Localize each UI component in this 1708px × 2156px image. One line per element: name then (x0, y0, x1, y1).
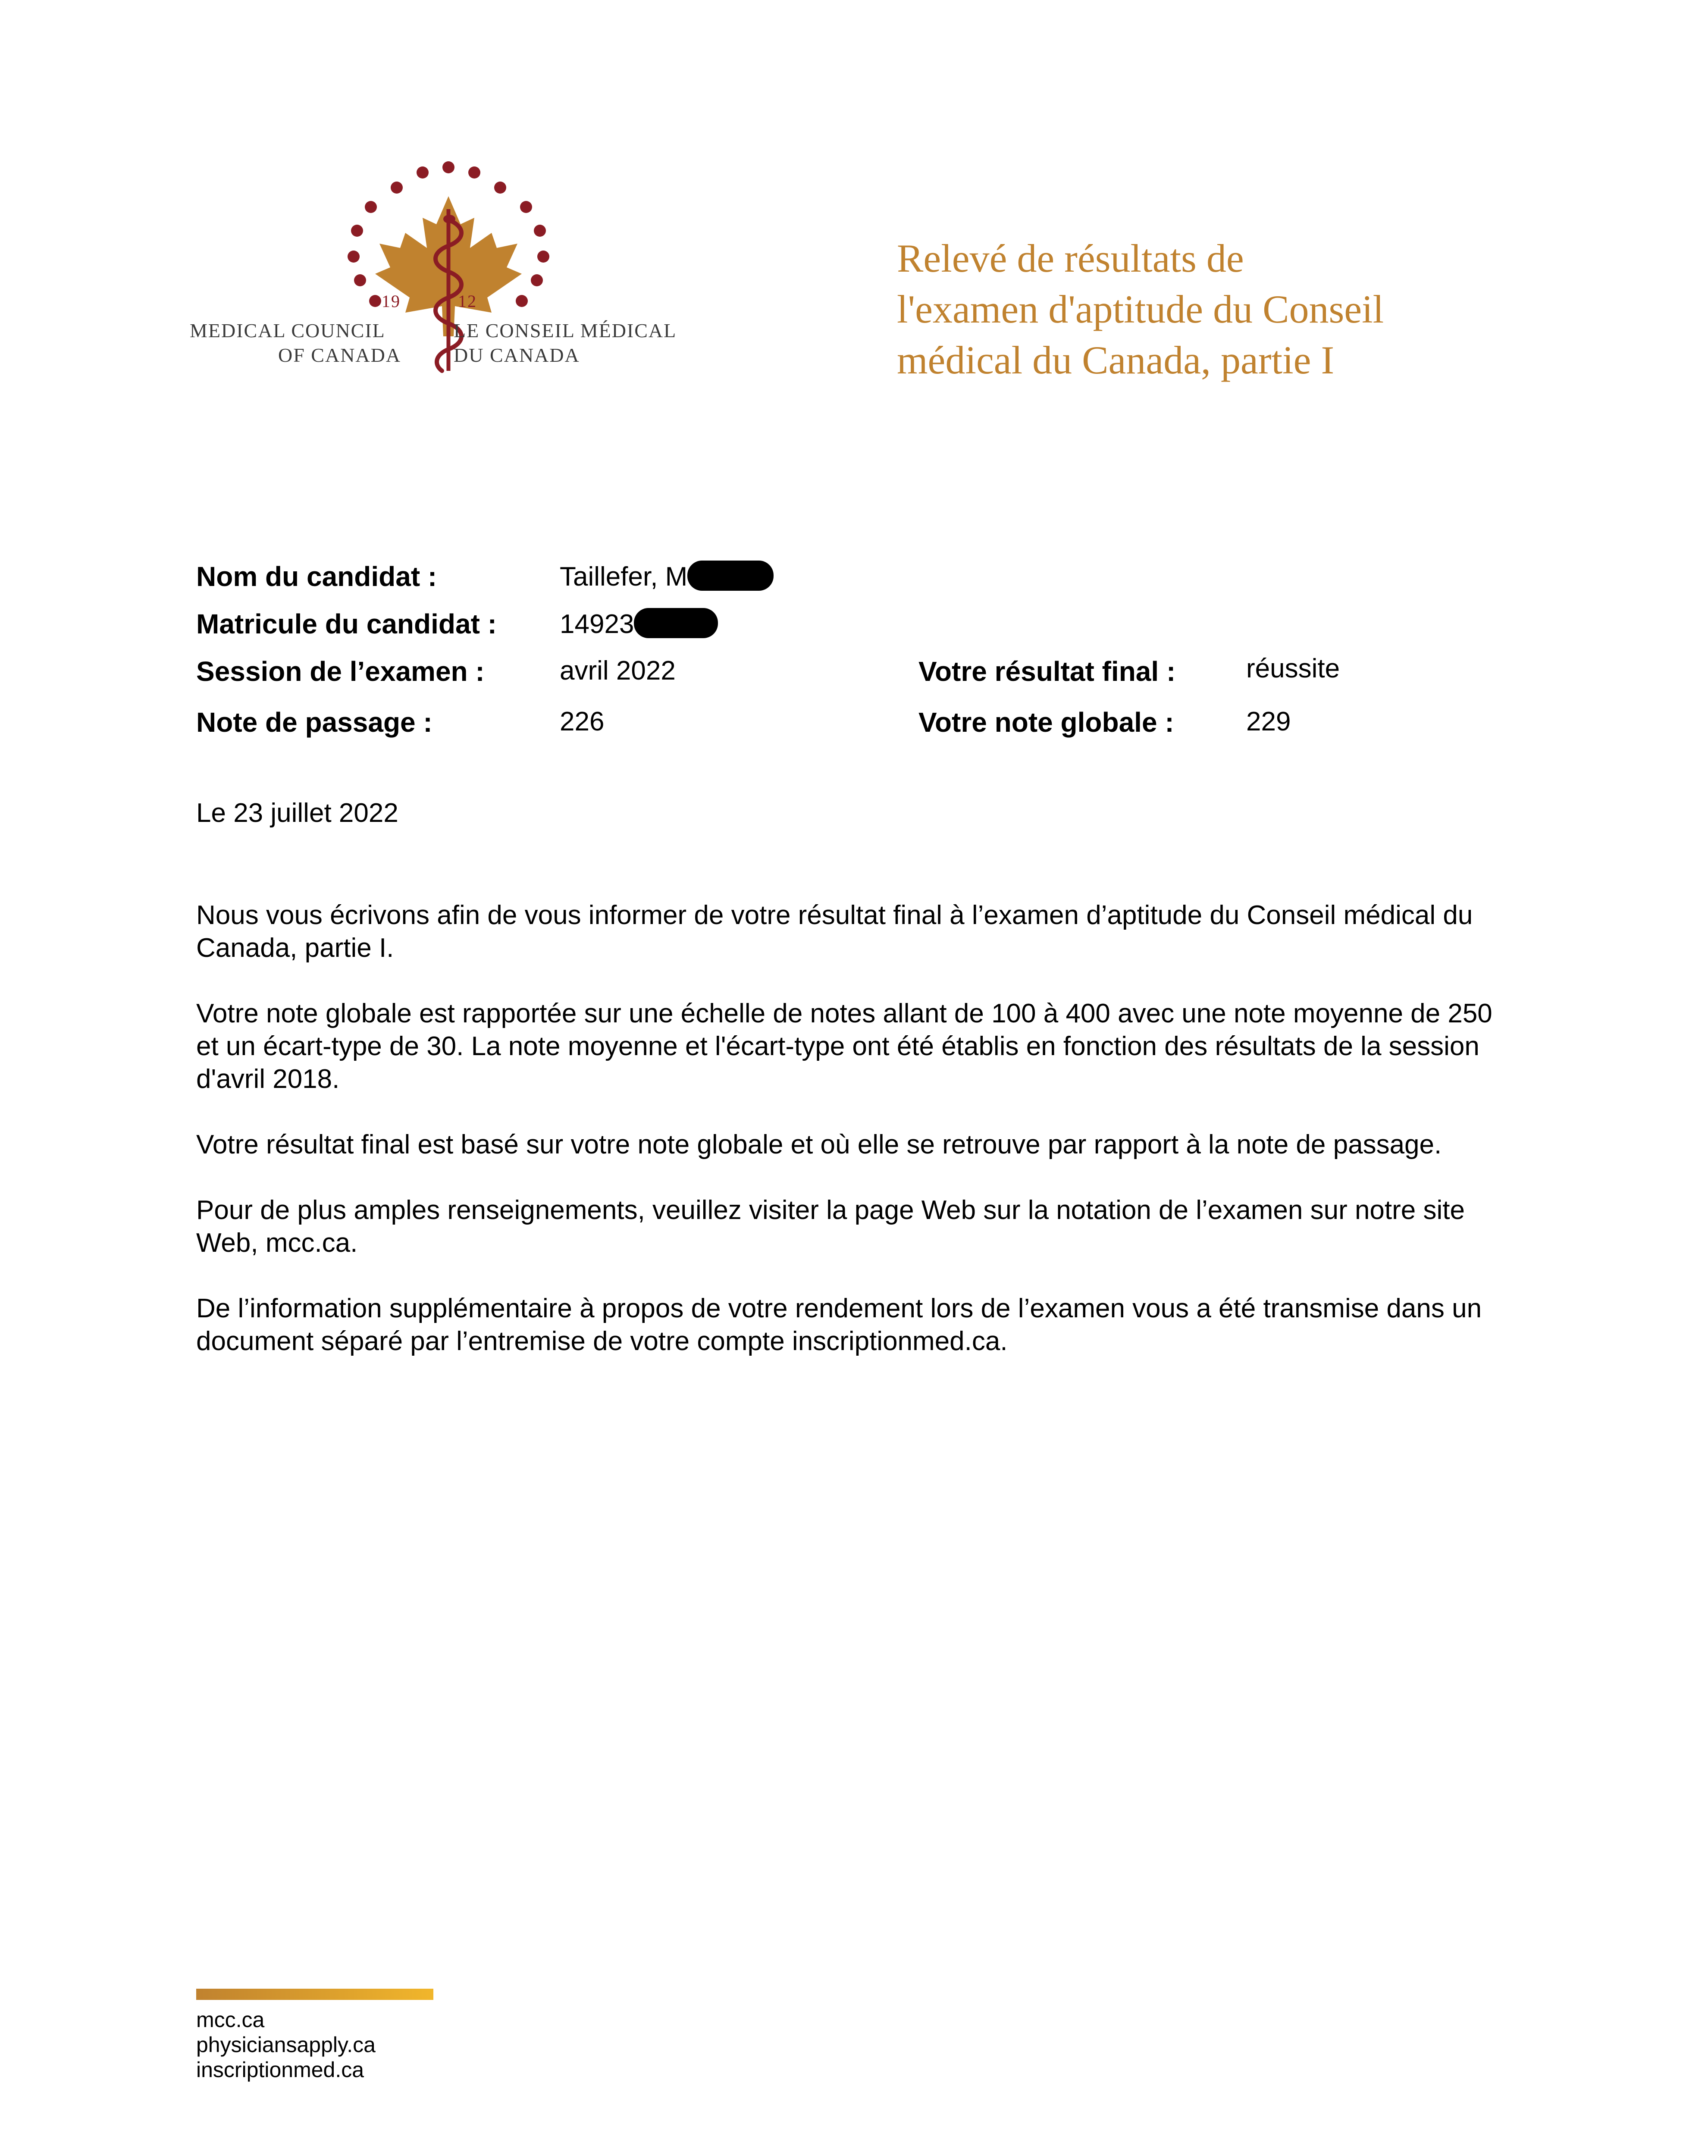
overall-score-label: Votre note globale : (918, 707, 1174, 738)
passing-score-label: Note de passage : (196, 707, 432, 738)
candidate-id-label: Matricule du candidat : (196, 608, 497, 639)
final-result-value: réussite (1246, 654, 1340, 683)
maple-leaf-caduceus-icon (190, 155, 690, 379)
redaction-mark (687, 561, 774, 591)
overall-score-value: 229 (1246, 707, 1291, 736)
footer-divider (196, 1989, 433, 2000)
final-result-label: Votre résultat final : (918, 656, 1176, 687)
candidate-id-value (560, 608, 718, 639)
title-line-1: Relevé de résultats de (897, 236, 1244, 280)
title-line-3: médical du Canada, partie I (897, 338, 1335, 382)
footer-links (196, 2007, 376, 2082)
mcc-logo (190, 155, 690, 379)
logo-text-fr-line2: DU CANADA (454, 344, 580, 366)
candidate-id-text: 14923 (560, 609, 634, 639)
paragraph: Votre note globale est rapportée sur une échelle de notes allant de 100 à 400 avec une note moyenne de 250 et un écart-type de 30. La note moyenne et l'écart-type ont été établis en fonction des résultats de la session d'avril 2018. (196, 999, 1492, 1094)
paragraph: Votre résultat final est basé sur votre note globale et où elle se retrouve par rapport à la note de passage. (196, 1130, 1442, 1159)
candidate-name-label: Nom du candidat : (196, 561, 437, 592)
candidate-name-value (560, 561, 774, 592)
exam-session-label: Session de l’examen : (196, 656, 485, 687)
logo-text-en-line1: MEDICAL COUNCIL (190, 320, 385, 342)
footer-link-mcc[interactable]: mcc.ca (196, 2008, 265, 2032)
exam-session-value: avril 2022 (560, 656, 676, 686)
candidate-name-text: Taillefer, M (560, 562, 688, 592)
passing-score-value: 226 (560, 707, 605, 736)
paragraph: Nous vous écrivons afin de vous informer de votre résultat final à l’examen d’aptitude du Conseil médical du Canada, partie I. (196, 900, 1473, 963)
paragraph: De l’information supplémentaire à propos de votre rendement lors de l’examen vous a été transmise dans un document séparé par l’entremise de votre compte inscriptionmed.ca. (196, 1294, 1482, 1356)
paragraph: Pour de plus amples renseignements, veuillez visiter la page Web sur la notation de l’examen sur notre site Web, mcc.ca. (196, 1195, 1465, 1258)
redaction-mark (634, 608, 718, 638)
letter-date: Le 23 juillet 2022 (196, 798, 398, 828)
footer-link-physiciansapply[interactable]: physiciansapply.ca (196, 2033, 376, 2057)
title-line-2: l'examen d'aptitude du Conseil (897, 287, 1384, 331)
logo-text-fr-line1: LE CONSEIL MÉDICAL (454, 320, 677, 342)
logo-year-left: 19 (382, 291, 401, 311)
page-title (897, 233, 1544, 385)
footer-link-inscriptionmed[interactable]: inscriptionmed.ca (196, 2058, 364, 2082)
letter-body (196, 899, 1511, 1391)
logo-text-en-line2: OF CANADA (278, 344, 401, 366)
logo-year-right: 12 (458, 291, 477, 311)
